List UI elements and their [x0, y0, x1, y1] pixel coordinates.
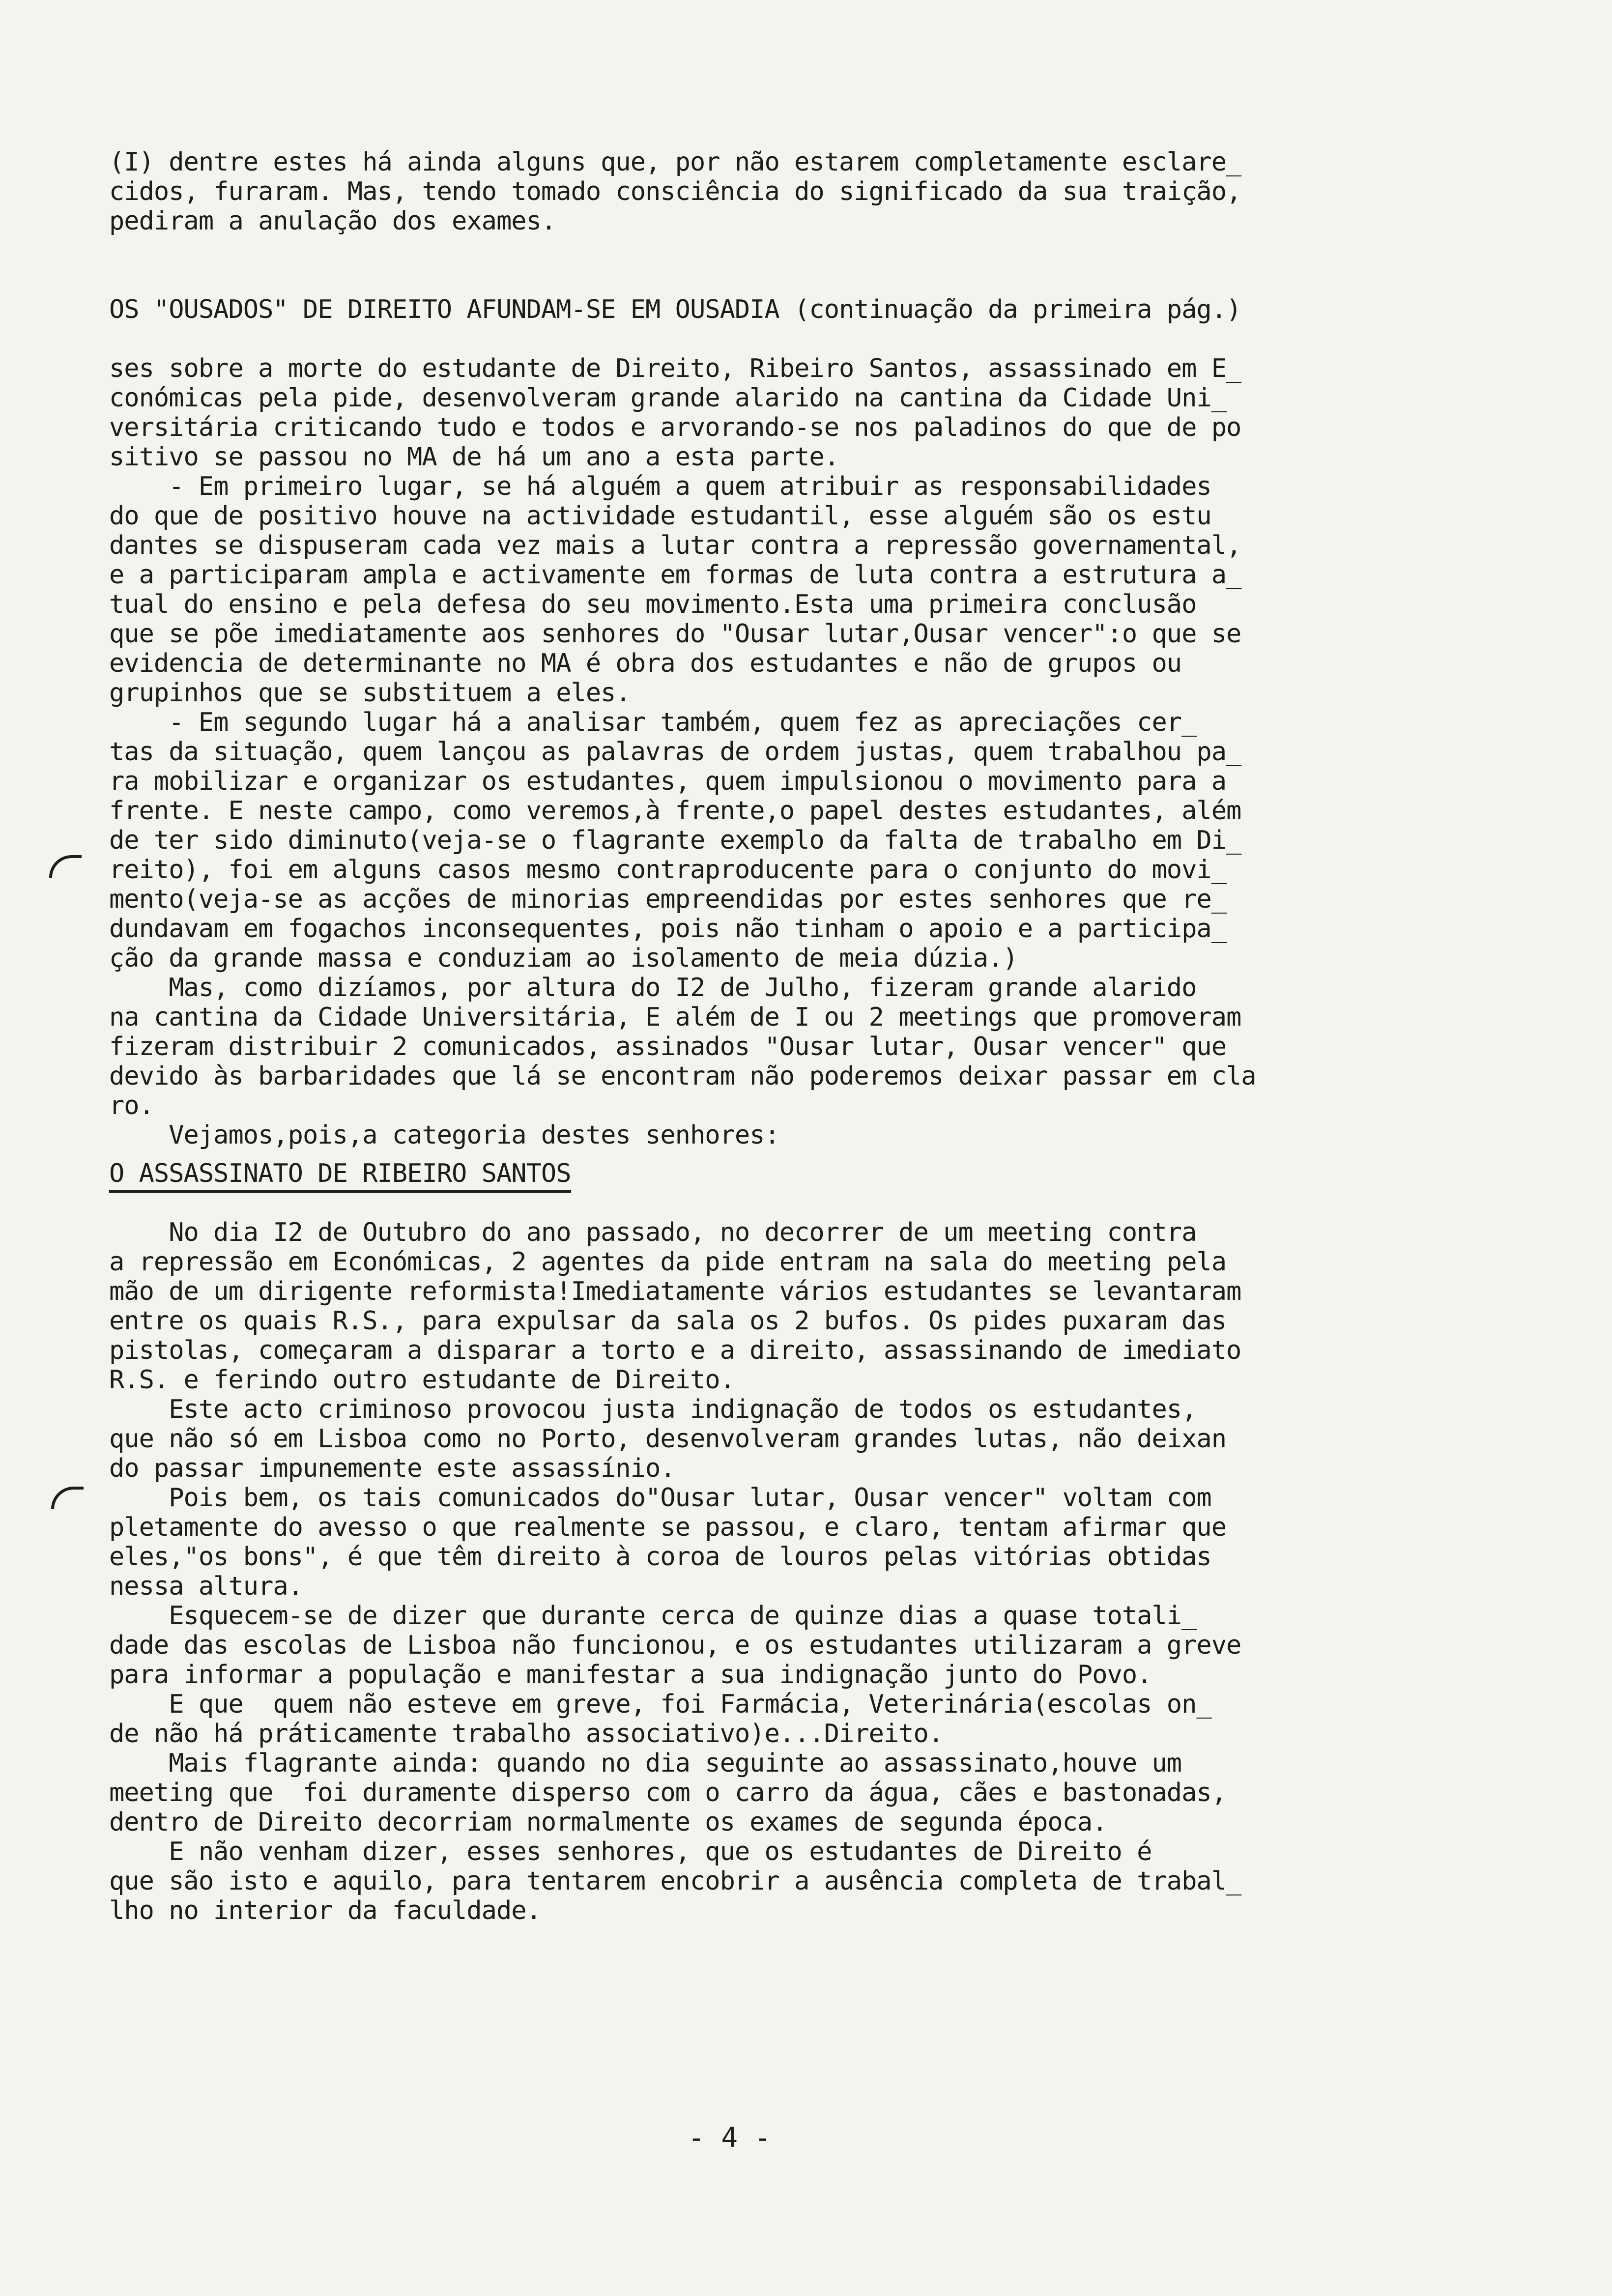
body-line: pistolas, começaram a disparar a torto e a direito, assassinando de imediato	[109, 1336, 1241, 1365]
body-line: frente. E neste campo, como veremos,à frente,o papel destes estudantes, além	[109, 796, 1241, 826]
body-line: ro.	[109, 1091, 154, 1120]
body-line: R.S. e ferindo outro estudante de Direito.	[109, 1365, 735, 1395]
body-line: Vejamos,pois,a categoria destes senhores:	[109, 1120, 779, 1150]
body-line: Mas, como dizíamos, por altura do I2 de Julho, fizeram grande alarido	[109, 973, 1197, 1003]
body-line: ra mobilizar e organizar os estudantes, quem impulsionou o movimento para a	[109, 767, 1226, 796]
body-line: na cantina da Cidade Universitária, E além de I ou 2 meetings que promoveram	[109, 1003, 1241, 1032]
body-line: - Em segundo lugar há a analisar também, quem fez as apreciações cer_	[109, 708, 1197, 737]
margin-mark	[51, 1487, 84, 1509]
body-line: devido às barbaridades que lá se encontram não poderemos deixar passar em cla	[109, 1062, 1256, 1091]
body-line: evidencia de determinante no MA é obra dos estudantes e não de grupos ou	[109, 649, 1182, 678]
page-number: - 4 -	[688, 2122, 771, 2154]
body-line: dade das escolas de Lisboa não funcionou, e os estudantes utilizaram a greve	[109, 1631, 1241, 1660]
body-line: do que de positivo houve na actividade estudantil, esse alguém são os estu	[109, 501, 1211, 531]
body-line: mão de um dirigente reformista!Imediatamente vários estudantes se levantaram	[109, 1277, 1241, 1306]
body-line: lho no interior da faculdade.	[109, 1896, 541, 1925]
body-line: a repressão em Económicas, 2 agentes da pide entram na sala do meeting pela	[109, 1247, 1226, 1277]
body-line: que não só em Lisboa como no Porto, desenvolveram grandes lutas, não deixan	[109, 1424, 1226, 1454]
body-line: entre os quais R.S., para expulsar da sala os 2 bufos. Os pides puxaram das	[109, 1306, 1226, 1336]
body-line: reito), foi em alguns casos mesmo contraproducente para o conjunto do movi_	[109, 855, 1226, 885]
body-line: do passar impunemente este assassínio.	[109, 1454, 675, 1483]
body-line: e a participaram ampla e activamente em formas de luta contra a estrutura a_	[109, 560, 1241, 590]
body-line: Esquecem-se de dizer que durante cerca de quinze dias a quase totali_	[109, 1601, 1197, 1631]
body-line: nessa altura.	[109, 1572, 303, 1601]
body-line: No dia I2 de Outubro do ano passado, no decorrer de um meeting contra	[109, 1218, 1197, 1247]
body-line: que são isto e aquilo, para tentarem encobrir a ausência completa de trabal_	[109, 1866, 1241, 1896]
body-line: dentro de Direito decorriam normalmente os exames de segunda época.	[109, 1808, 1107, 1837]
body-line: para informar a população e manifestar a sua indignação junto do Povo.	[109, 1660, 1152, 1690]
footnote-line: (I) dentre estes há ainda alguns que, por não estarem completamente esclare_	[109, 147, 1241, 177]
body-line: sitivo se passou no MA de há um ano a esta parte.	[109, 442, 839, 472]
body-line: de ter sido diminuto(veja-se o flagrante exemplo da falta de trabalho em Di_	[109, 826, 1241, 855]
body-line: ses sobre a morte do estudante de Direito, Ribeiro Santos, assassinado em E_	[109, 354, 1241, 383]
body-line: meeting que foi duramente disperso com o carro da água, cães e bastonadas,	[109, 1778, 1226, 1808]
body-line: fizeram distribuir 2 comunicados, assinados "Ousar lutar, Ousar vencer" que	[109, 1032, 1226, 1062]
body-line: grupinhos que se substituem a eles.	[109, 678, 631, 708]
body-line: mento(veja-se as acções de minorias empreendidas por estes senhores que re_	[109, 885, 1226, 914]
body-line: - Em primeiro lugar, se há alguém a quem atribuir as responsabilidades	[109, 472, 1211, 501]
body-line: versitária criticando tudo e todos e arvorando-se nos paladinos do que de po	[109, 413, 1241, 442]
body-line: que se põe imediatamente aos senhores do "Ousar lutar,Ousar vencer":o que se	[109, 619, 1241, 649]
body-line: tas da situação, quem lançou as palavras de ordem justas, quem trabalhou pa_	[109, 737, 1241, 767]
body-line: E não venham dizer, esses senhores, que os estudantes de Direito é	[109, 1837, 1152, 1866]
footnote-line: cidos, furaram. Mas, tendo tomado consciência do significado da sua traição,	[109, 177, 1241, 206]
footnote-line: pediram a anulação dos exames.	[109, 206, 556, 236]
article-heading: OS "OUSADOS" DE DIREITO AFUNDAM-SE EM OUSADIA (continuação da primeira pág.)	[109, 295, 1241, 324]
body-line: Pois bem, os tais comunicados do"Ousar lutar, Ousar vencer" voltam com	[109, 1483, 1211, 1513]
body-line: dundavam em fogachos inconsequentes, pois não tinham o apoio e a participa_	[109, 914, 1226, 944]
body-line: de não há práticamente trabalho associativo)e...Direito.	[109, 1719, 944, 1749]
body-line: E que quem não esteve em greve, foi Farmácia, Veterinária(escolas on_	[109, 1690, 1211, 1719]
body-line: Mais flagrante ainda: quando no dia seguinte ao assassinato,houve um	[109, 1749, 1182, 1778]
body-line: Este acto criminoso provocou justa indignação de todos os estudantes,	[109, 1395, 1197, 1424]
body-line: ção da grande massa e conduziam ao isolamento de meia dúzia.)	[109, 944, 1018, 973]
body-line: tual do ensino e pela defesa do seu movimento.Esta uma primeira conclusão	[109, 590, 1197, 619]
body-line: eles,"os bons", é que têm direito à coroa de louros pelas vitórias obtidas	[109, 1542, 1211, 1572]
body-line: dantes se dispuseram cada vez mais a lutar contra a repressão governamental,	[109, 531, 1241, 560]
margin-mark	[49, 855, 82, 878]
section-subheading: O ASSASSINATO DE RIBEIRO SANTOS	[109, 1159, 571, 1193]
body-line: conómicas pela pide, desenvolveram grande alarido na cantina da Cidade Uni_	[109, 383, 1226, 413]
body-line: pletamente do avesso o que realmente se passou, e claro, tentam afirmar que	[109, 1513, 1226, 1542]
